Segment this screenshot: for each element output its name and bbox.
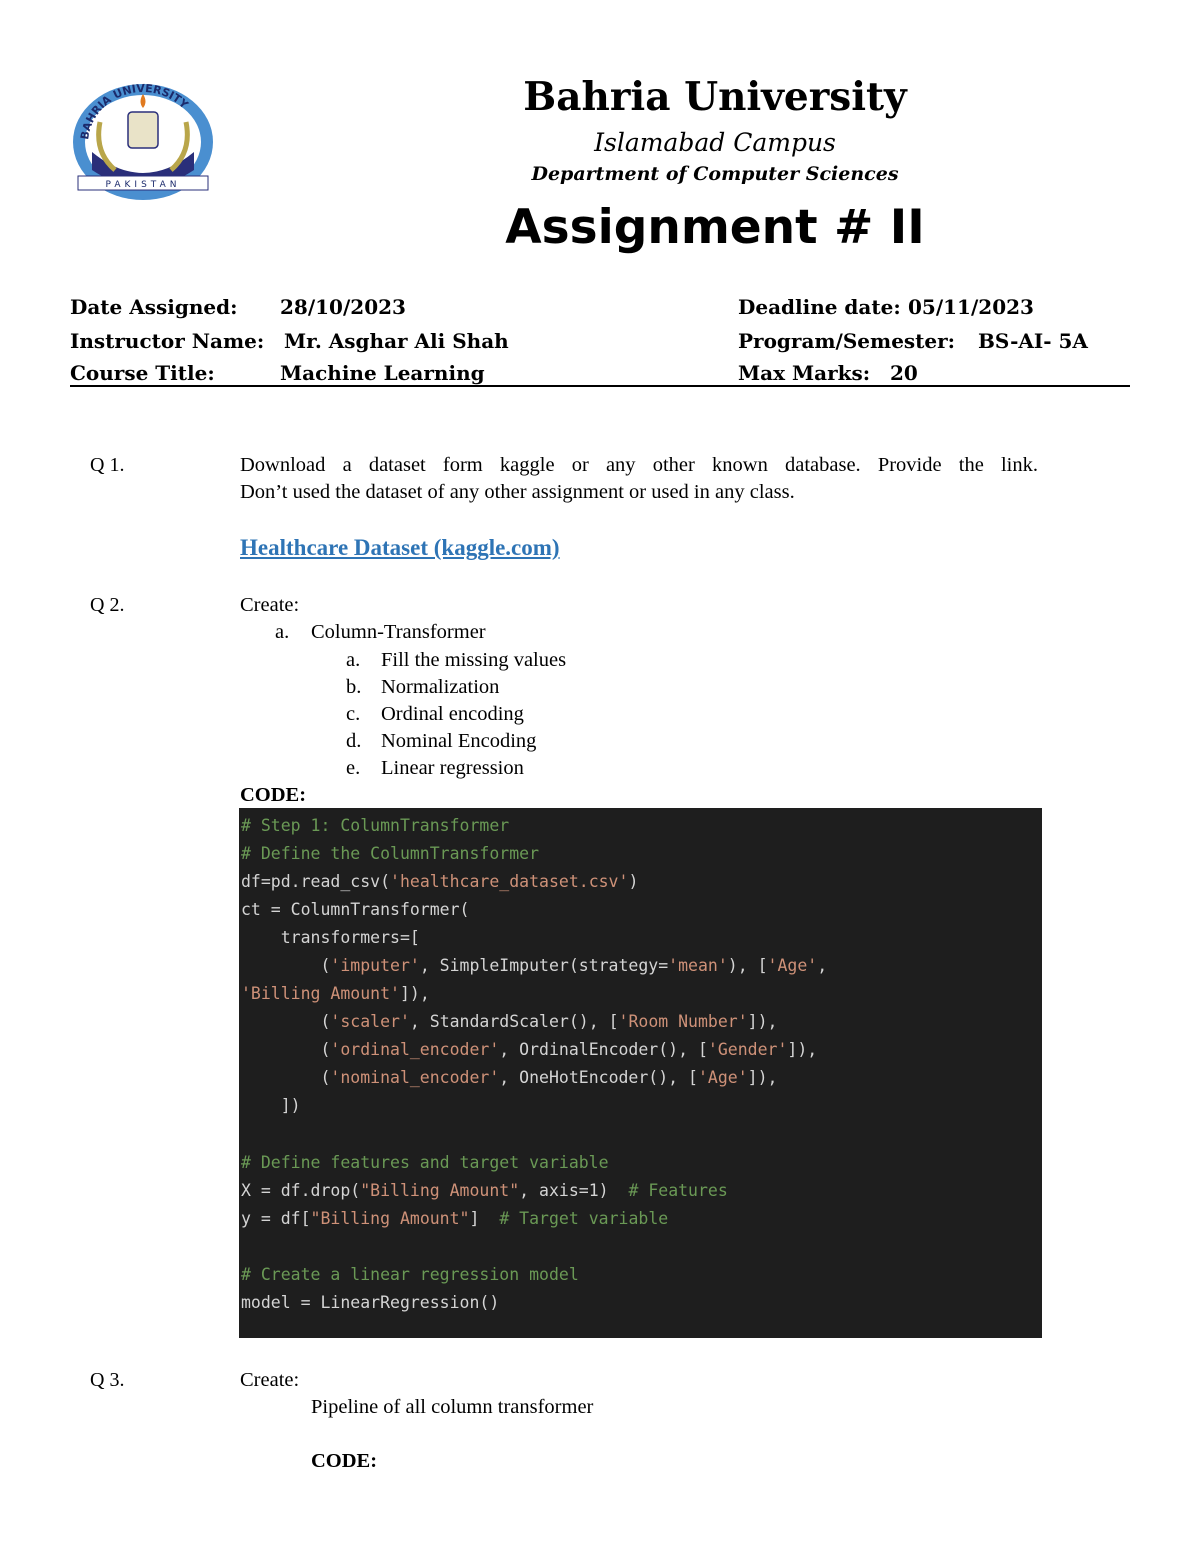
code-token: , SimpleImputer(strategy= xyxy=(419,956,669,976)
q3-prompt: Create: xyxy=(240,1369,300,1391)
date-assigned-label: Date Assigned: xyxy=(70,295,238,319)
max-marks-value: 20 xyxy=(890,361,918,385)
code-token: , StandardScaler(), [ xyxy=(409,1012,619,1032)
subitem-marker: b. xyxy=(346,676,362,698)
code-string: 'imputer' xyxy=(330,956,420,976)
code-text xyxy=(241,812,827,1317)
code-token: ), [ xyxy=(727,956,768,976)
code-comment: # Step 1: ColumnTransformer xyxy=(241,816,510,835)
subitem-marker: d. xyxy=(346,730,362,752)
header-divider xyxy=(70,385,1130,387)
course-title-label: Course Title: xyxy=(70,361,215,385)
code-token: ]), xyxy=(787,1040,818,1060)
code-string: 'Billing Amount' xyxy=(241,984,400,1004)
code-token: df=pd.read_csv( xyxy=(241,872,391,892)
university-name: Bahria University xyxy=(523,74,907,120)
university-logo xyxy=(70,82,216,200)
code-string: 'Gender' xyxy=(707,1040,788,1060)
code-token: ]), xyxy=(399,984,430,1004)
code-token: , OrdinalEncoder(), [ xyxy=(499,1040,708,1060)
q1-text-line1: Download a dataset form kaggle or any other known database. Provide the link. xyxy=(240,454,1038,476)
code-token: ( xyxy=(241,1040,331,1060)
subitem-label: Fill the missing values xyxy=(381,649,567,671)
code-string: 'scaler' xyxy=(330,1012,410,1032)
instructor-value: Mr. Asghar Ali Shah xyxy=(284,329,509,353)
q3-number: Q 3. xyxy=(90,1369,125,1391)
code-token: ] xyxy=(469,1208,500,1228)
subitem-label: Nominal Encoding xyxy=(381,730,537,752)
code-string: "Billing Amount" xyxy=(360,1180,520,1200)
code-token: ct = ColumnTransformer( xyxy=(241,900,470,920)
code-string: 'healthcare_dataset.csv' xyxy=(390,872,629,892)
date-assigned-value: 28/10/2023 xyxy=(280,295,406,319)
q1-number: Q 1. xyxy=(90,454,125,476)
code-string: 'Age' xyxy=(697,1068,748,1088)
deadline-label: Deadline date: xyxy=(738,295,901,319)
course-title-value: Machine Learning xyxy=(280,361,485,385)
q2-prompt: Create: xyxy=(240,594,300,616)
code-string: 'mean' xyxy=(668,956,728,976)
code-token: , OneHotEncoder(), [ xyxy=(499,1068,698,1088)
code-token: X = df.drop( xyxy=(241,1180,361,1200)
code-token: model = LinearRegression() xyxy=(241,1292,500,1312)
code-token: ( xyxy=(241,1012,331,1032)
q2-item-marker: a. xyxy=(275,621,290,643)
logo-top-text: BAHRIA UNIVERSITY xyxy=(78,82,191,141)
code-token: ]), xyxy=(747,1068,778,1088)
logo-bottom-text: PAKISTAN xyxy=(105,180,181,190)
q3-code-label: CODE: xyxy=(311,1450,378,1472)
subitem-label: Ordinal encoding xyxy=(381,703,524,725)
department-name: Department of Computer Sciences xyxy=(531,163,899,185)
subitem-marker: c. xyxy=(346,703,361,725)
code-token: ( xyxy=(241,1068,331,1088)
assignment-title: Assignment # II xyxy=(505,200,925,255)
code-token: ]), xyxy=(747,1012,778,1032)
code-token: ]) xyxy=(241,1096,301,1116)
code-comment: # Target variable xyxy=(499,1208,669,1228)
program-label: Program/Semester: xyxy=(738,329,956,353)
subitem-label: Normalization xyxy=(381,676,500,698)
q3-text: Pipeline of all column transformer xyxy=(311,1396,594,1418)
max-marks-label: Max Marks: xyxy=(738,361,871,385)
subitem-label: Linear regression xyxy=(381,757,524,779)
code-string: 'Room Number' xyxy=(618,1012,748,1032)
dataset-link[interactable]: Healthcare Dataset (kaggle.com) xyxy=(240,535,560,560)
code-token: ( xyxy=(241,956,331,976)
code-string: 'ordinal_encoder' xyxy=(330,1040,500,1060)
code-token: , xyxy=(817,956,828,976)
code-comment: # Define the ColumnTransformer xyxy=(241,844,540,864)
code-string: 'nominal_encoder' xyxy=(330,1068,500,1088)
code-comment: # Features xyxy=(628,1180,728,1200)
code-token: ) xyxy=(628,872,639,892)
code-string: "Billing Amount" xyxy=(310,1208,470,1228)
deadline-value: 05/11/2023 xyxy=(908,295,1034,319)
subitem-marker: e. xyxy=(346,757,361,779)
q2-item-column-transformer: Column-Transformer xyxy=(311,621,486,643)
program-value: BS-AI- 5A xyxy=(978,329,1088,353)
q1-text-line2: Don’t used the dataset of any other assignment or used in any class. xyxy=(240,481,795,503)
campus-name: Islamabad Campus xyxy=(594,128,836,157)
subitem-marker: a. xyxy=(346,649,361,671)
q2-number: Q 2. xyxy=(90,594,125,616)
code-token: y = df[ xyxy=(241,1208,311,1228)
code-comment: # Create a linear regression model xyxy=(241,1264,579,1284)
code-token: , axis=1) xyxy=(519,1180,629,1200)
code-comment: # Define features and target variable xyxy=(241,1152,609,1172)
code-token: transformers=[ xyxy=(241,928,420,948)
instructor-label: Instructor Name: xyxy=(70,329,265,353)
code-string: 'Age' xyxy=(767,956,818,976)
q2-code-label: CODE: xyxy=(240,784,307,806)
